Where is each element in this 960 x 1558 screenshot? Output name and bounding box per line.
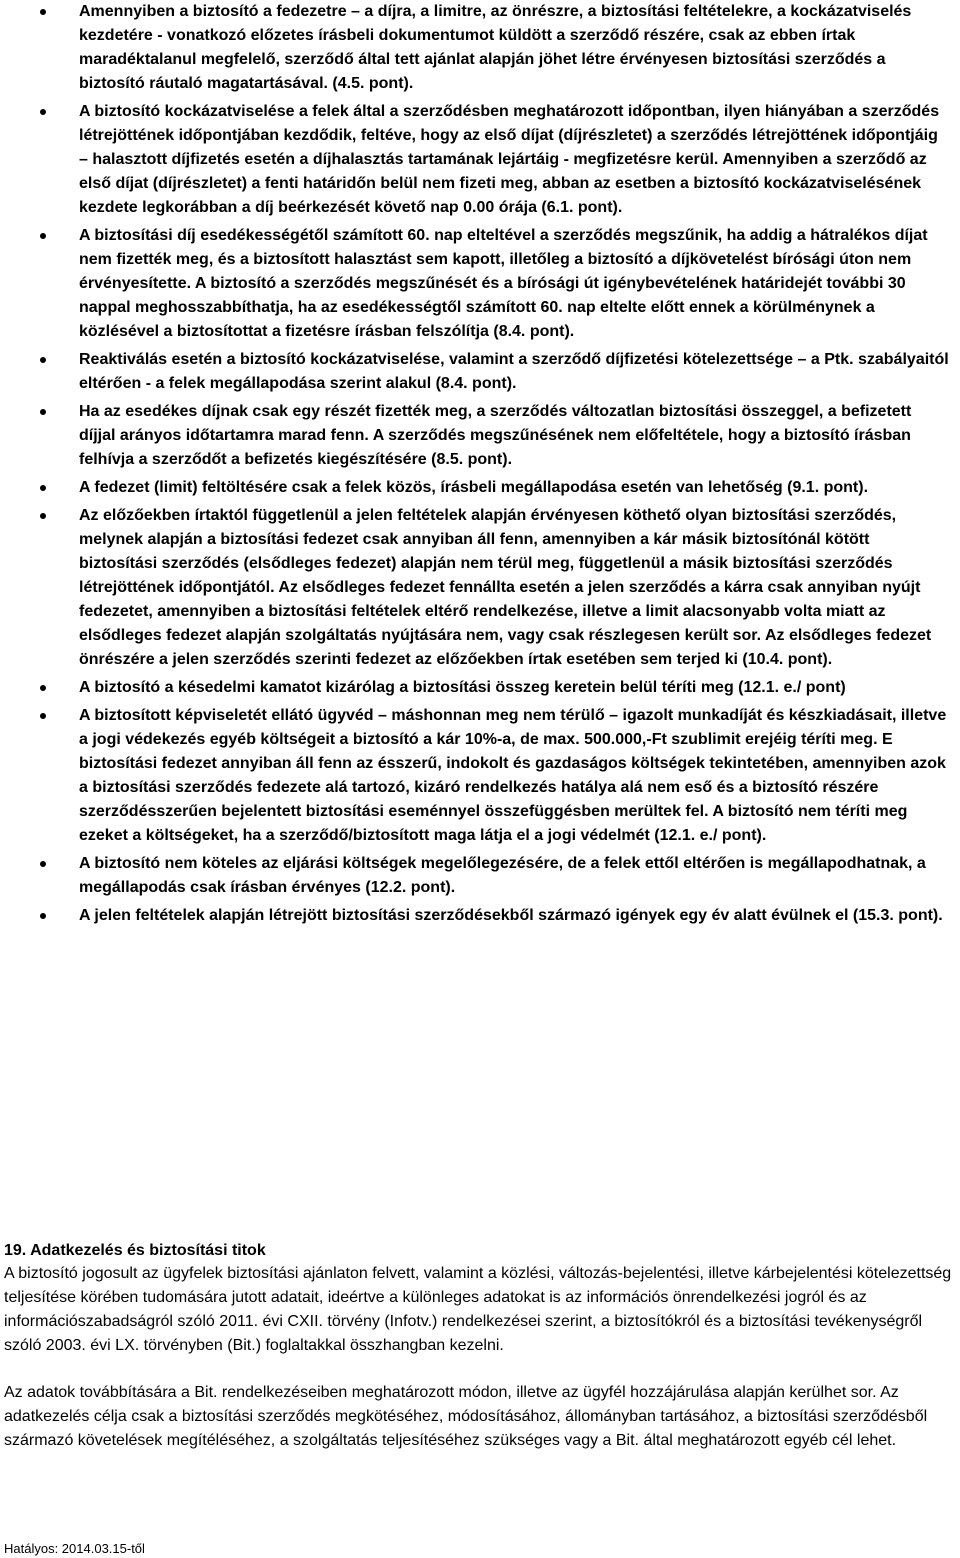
bullet-icon bbox=[40, 9, 46, 15]
bullet-icon bbox=[40, 685, 46, 691]
list-item-text: Reaktiválás esetén a biztosító kockázatviselése, valamint a szerződő díjfizetési kötelezettsége – a Ptk. szabályaitól eltérően - a felek megállapodása szerint alakul (8.4. pont). bbox=[79, 351, 949, 392]
section-title: 19. Adatkezelés és biztosítási titok bbox=[4, 1242, 266, 1259]
list-item bbox=[0, 852, 960, 900]
list-item bbox=[0, 476, 960, 500]
bullet-icon bbox=[40, 713, 46, 719]
list-item-text: Amennyiben a biztosító a fedezetre – a díjra, a limitre, az önrészre, a biztosítási feltételekre, a kockázatviselés kezdetére - vonatkozó előzetes írásbeli dokumentumot küldött a szerződő részére, csak az ebben írtak maradéktalanul megfelelő, szerződő által tett ajánlat alapján jöhet létre érvényesen biztosítási szerződés a biztosító ráutaló magatartásával. (4.5. pont). bbox=[79, 3, 912, 92]
list-item bbox=[0, 504, 960, 672]
list-item bbox=[0, 348, 960, 396]
bullet-icon bbox=[40, 861, 46, 867]
list-item-text: Az előzőekben írtaktól függetlenül a jelen feltételek alapján érvényesen köthető olyan biztosítási szerződés, melynek alapján a biztosítási fedezet csak annyiban áll fenn, amennyiben a kár másik biztosítónál kötött biztosítási szerződés (elsődleges fedezet) alapján nem térül meg, függetlenül a másik biztosítási szerződés létrejöttének időpontjától. Az elsődleges fedezet fennállta esetén a jelen szerződés a kárra csak annyiban nyújt fedezetet, amennyiben a biztosítási feltételek eltérő rendelkezése, illetve a limit alacsonyabb volta miatt az elsődleges fedezet alapján szolgáltatás nyújtására nem, vagy csak részlegesen került sor. Az elsődleges fedezet önrészére a jelen szerződés szerinti fedezet az előzőekben írtak esetében sem terjed ki (10.4. pont). bbox=[79, 507, 932, 668]
list-item bbox=[0, 0, 960, 96]
list-item bbox=[0, 224, 960, 344]
list-item-text: A fedezet (limit) feltöltésére csak a felek közös, írásbeli megállapodása esetén van lehetőség (9.1. pont). bbox=[79, 479, 869, 496]
list-item-text: A jelen feltételek alapján létrejött biztosítási szerződésekből származó igények egy év alatt évülnek el (15.3. pont). bbox=[79, 907, 943, 924]
list-item-text: A biztosító a késedelmi kamatot kizárólag a biztosítási összeg keretein belül téríti meg (12.1. e./ pont) bbox=[79, 679, 846, 696]
effective-date-footer: Hatályos: 2014.03.15-től bbox=[4, 1541, 145, 1556]
bullet-icon bbox=[40, 409, 46, 415]
list-item-text: A biztosító nem köteles az eljárási költségek megelőlegezésére, de a felek ettől eltérően is megállapodhatnak, a megállapodás csak írásban érvényes (12.2. pont). bbox=[79, 855, 926, 896]
list-item-text: Ha az esedékes díjnak csak egy részét fizették meg, a szerződés változatlan biztosítási összeggel, a befizetett díjjal arányos időtartamra marad fenn. A szerződés megszűnésének nem előfeltétele, hogy a biztosító írásban felhívja a szerződőt a befizetés kiegészítésére (8.5. pont). bbox=[79, 403, 912, 468]
bullet-icon bbox=[40, 109, 46, 115]
list-item bbox=[0, 676, 960, 700]
bullet-icon bbox=[40, 913, 46, 919]
list-item bbox=[0, 904, 960, 928]
list-item-text: A biztosító kockázatviselése a felek által a szerződésben meghatározott időpontban, ilyen hiányában a szerződés létrejöttének időpontjában kezdődik, feltéve, hogy az első díjat (díjrészletet) a szerződés létrejöttének időpontjáig – halasztott díjfizetés esetén a díjhalasztás tartamának lejártáig - megfizetésre kerül. Amennyiben a szerződő az első díjat (díjrészletet) a fenti határidőn belül nem fizeti meg, abban az esetben a biztosító kockázatviselésének kezdete legkorábban a díj beérkezését követő nap 0.00 órája (6.1. pont). bbox=[79, 103, 940, 216]
list-item-text: A biztosítási díj esedékességétől számított 60. nap elteltével a szerződés megszűnik, ha addig a hátralékos díjat nem fizették meg, és a biztosított halasztást sem kapott, illetőleg a biztosító a díjkövetelést bírósági úton nem érvényesítette. A biztosító a szerződés megszűnését és a bírósági út igénybevételének határidejét további 30 nappal meghosszabbíthatja, ha az esedékességtől számított 60. nap eltelte előtt ennek a körülménynek a közlésével a biztosítottat a fizetésre írásban felszólítja (8.4. pont). bbox=[79, 227, 928, 340]
section-paragraph: A biztosító jogosult az ügyfelek biztosítási ajánlaton felvett, valamint a közlési, változás-bejelentési, illetve kárbejelentési kötelezettség teljesítése körében tudomására jutott adatait, ideértve a különleges adatokat is az információs önrendelkezési jogról és az információszabadságról szóló 2011. évi CXII. törvény (Infotv.) rendelkezései szerint, a biztosítókról és a biztosítási tevékenységről szóló 2003. évi LX. törvényben (Bit.) foglaltakkal összhangban kezelni. bbox=[4, 1265, 952, 1354]
list-item bbox=[0, 100, 960, 220]
bullet-icon bbox=[40, 513, 46, 519]
list-item bbox=[0, 400, 960, 472]
bullet-icon bbox=[40, 485, 46, 491]
section-paragraph: Az adatok továbbítására a Bit. rendelkezéseiben meghatározott módon, illetve az ügyfél hozzájárulása alapján kerülhet sor. Az adatkezelés célja csak a biztosítási szerződés megkötéséhez, módosításához, állományban tartásához, a biztosítási szerződésből származó követelések megítéléséhez, a szolgáltatás teljesítéséhez szükséges vagy a Bit. által meghatározott egyéb cél lehet. bbox=[4, 1384, 928, 1449]
bullet-icon bbox=[40, 233, 46, 239]
list-item-text: A biztosított képviseletét ellátó ügyvéd – máshonnan meg nem térülő – igazolt munkadíját és készkiadásait, illetve a jogi védekezés egyéb költségeit a biztosító a kár 10%-a, de max. 500.000,-Ft szublimit erejéig téríti meg. E biztosítási fedezet annyiban áll fenn az ésszerű, indokolt és gazdaságos költségek tekintetében, amennyiben azok a biztosítási szerződés fedezete alá tartozó, kizáró rendelkezés hatálya alá nem eső és a biztosító részére szerződésszerűen bejelentett biztosítási eseménnyel összefüggésben merültek fel. A biztosító nem téríti meg ezeket a költségeket, ha a szerződő/biztosított maga látja el a jogi védelmét (12.1. e./ pont). bbox=[79, 707, 947, 844]
bullet-icon bbox=[40, 357, 46, 363]
list-item bbox=[0, 704, 960, 848]
